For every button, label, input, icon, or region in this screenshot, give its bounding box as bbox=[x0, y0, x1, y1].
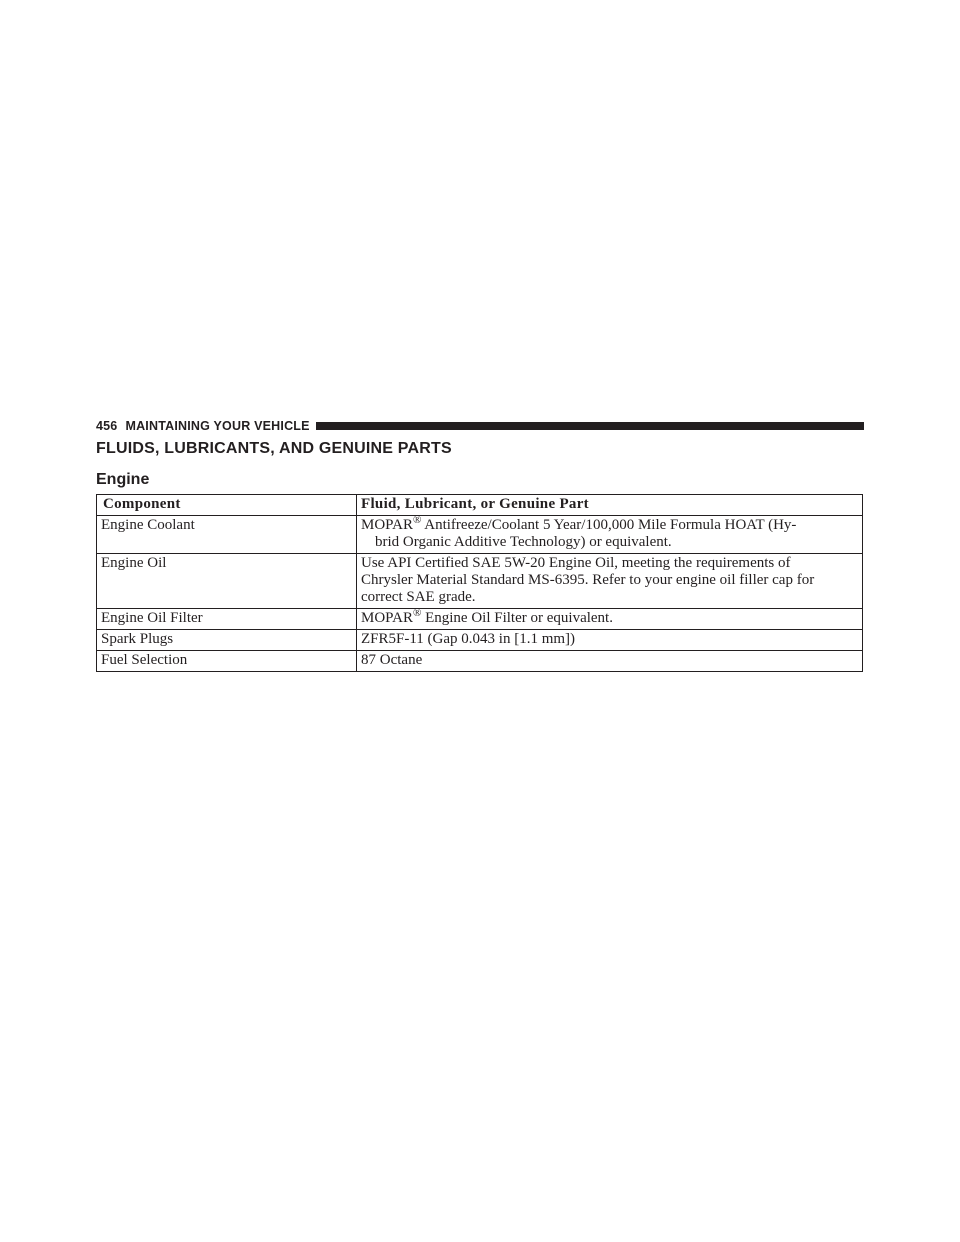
registered-mark: ® bbox=[412, 607, 422, 619]
value-text-continued: Chrysler Material Standard MS-6395. Refer to your engine oil filler cap for bbox=[361, 572, 815, 588]
component-cell: Spark Plugs bbox=[97, 630, 357, 651]
brand-name: MOPAR bbox=[361, 517, 413, 533]
column-header-fluid: Fluid, Lubricant, or Genuine Part bbox=[357, 495, 863, 516]
component-cell: Engine Oil bbox=[97, 554, 357, 609]
engine-specs-table bbox=[96, 494, 863, 672]
component-cell: Fuel Selection bbox=[97, 651, 357, 672]
value-text-continued: correct SAE grade. bbox=[361, 589, 476, 605]
brand-name: MOPAR bbox=[361, 610, 413, 626]
component-cell: Engine Oil Filter bbox=[97, 609, 357, 630]
table-header-row bbox=[97, 495, 863, 516]
component-cell: Engine Coolant bbox=[97, 516, 357, 554]
table-row bbox=[97, 516, 863, 554]
table-row bbox=[97, 630, 863, 651]
table-row bbox=[97, 651, 863, 672]
value-cell: ZFR5F-11 (Gap 0.043 in [1.1 mm]) bbox=[357, 630, 863, 651]
column-header-component: Component bbox=[97, 495, 357, 516]
page-title: FLUIDS, LUBRICANTS, AND GENUINE PARTS bbox=[96, 440, 452, 457]
section-title: MAINTAINING YOUR VEHICLE bbox=[125, 419, 310, 433]
value-cell bbox=[357, 554, 863, 609]
table-row bbox=[97, 609, 863, 630]
subsection-title: Engine bbox=[96, 471, 150, 488]
header-rule bbox=[316, 422, 864, 430]
value-text: Engine Oil Filter or equivalent. bbox=[421, 610, 613, 626]
registered-mark: ® bbox=[412, 514, 422, 526]
table-row bbox=[97, 554, 863, 609]
value-cell bbox=[357, 516, 863, 554]
value-text-continued: brid Organic Additive Technology) or equivalent. bbox=[375, 534, 672, 550]
value-cell: 87 Octane bbox=[357, 651, 863, 672]
value-text: Use API Certified SAE 5W-20 Engine Oil, meeting the requirements of bbox=[361, 555, 791, 571]
page-header bbox=[96, 419, 864, 433]
page-number: 456 bbox=[96, 419, 118, 433]
value-cell bbox=[357, 609, 863, 630]
value-text: Antifreeze/Coolant 5 Year/100,000 Mile Formula HOAT (Hy- bbox=[421, 517, 797, 533]
